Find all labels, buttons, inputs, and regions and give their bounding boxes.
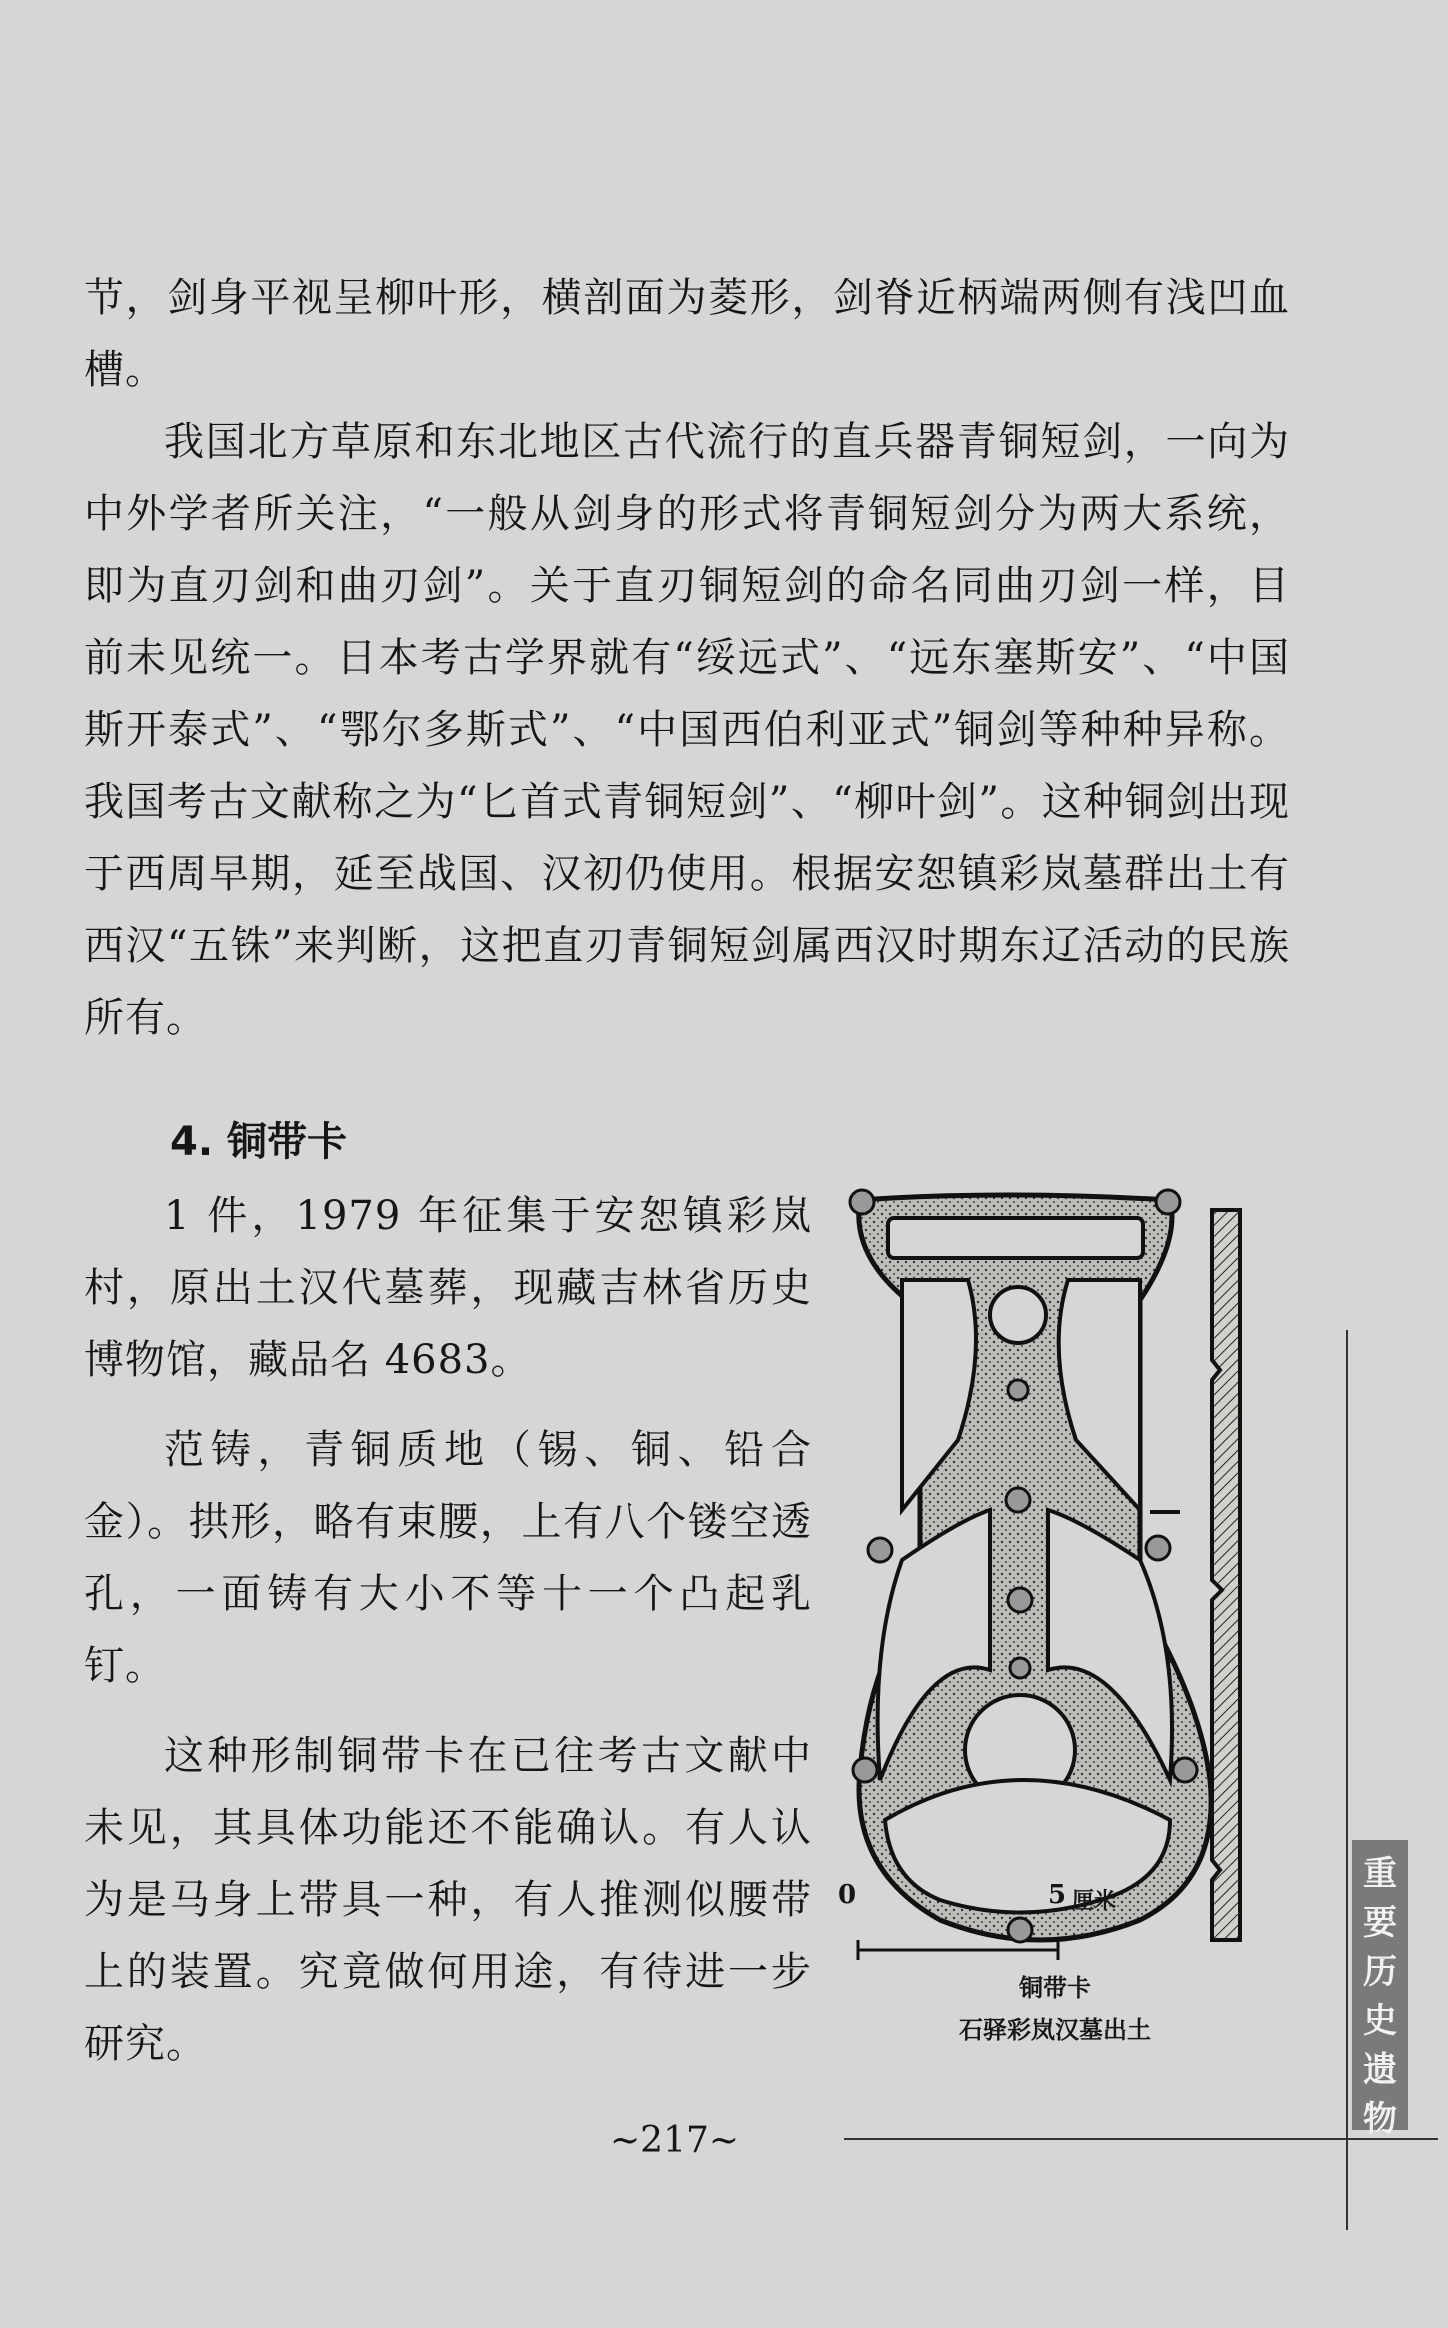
figure-caption-title: 铜带卡	[1019, 1974, 1091, 2002]
scale-unit: 厘米	[1072, 1888, 1117, 1914]
page-number: ~217~	[610, 2120, 740, 2161]
paragraph-5: 这种形制铜带卡在已往考古文献中未见，其具体功能还不能确认。有人认为是马身上带具一种，有人推测似腰带上的装置。究竟做何用途，有待进一步研究。	[84, 1733, 812, 2067]
chapter-side-tab	[1352, 1840, 1408, 2139]
paragraph-2: 我国北方草原和东北地区古代流行的直兵器青铜短剑，一向为中外学者所关注，“一般从剑身的形式将青铜短剑分为两大系统，即为直刃剑和曲刃剑”。关于直刃铜短剑的命名同曲刃剑一样，目前未见统一。日本考古学界就有“绥远式”、“远东塞斯安”、“中国斯开泰式”、“鄂尔多斯式”、“中国西伯利亚式”铜剑等种种异称。我国考古文献称之为“匕首式青铜短剑”、“柳叶剑”。这种铜剑出现于西周早期，延至战国、汉初仍使用。根据安恕镇彩岚墓群出土有西汉“五铢”来判断，这把直刃青铜短剑属西汉时期东辽活动的民族所有。	[84, 419, 1290, 1041]
paragraph-3: 1 件，1979 年征集于安恕镇彩岚村，原出土汉代墓葬，现藏吉林省历史博物馆，藏品名 4683。	[84, 1193, 812, 1383]
figure-caption-sub: 石驿彩岚汉墓出土	[959, 2016, 1151, 2044]
section-title: 4. 铜带卡	[170, 1119, 347, 1165]
side-tab-char: 史	[1363, 2001, 1397, 2041]
side-tab-char: 物	[1363, 2099, 1397, 2139]
body-text-section	[84, 1180, 812, 2098]
scale-five: 5	[1048, 1880, 1067, 1910]
paragraph-4: 范铸，青铜质地（锡、铜、铅合金）。拱形，略有束腰，上有八个镂空透孔，一面铸有大小不等十一个凸起乳钉。	[84, 1427, 812, 1689]
side-tab-char: 要	[1363, 1903, 1397, 1943]
scale-zero: 0	[838, 1880, 857, 1910]
belt-buckle-drawing	[840, 1180, 1260, 2060]
footer-rule	[844, 2138, 1438, 2140]
side-tab-char: 历	[1363, 1952, 1397, 1992]
margin-rule	[1346, 1330, 1348, 2230]
side-tab-char: 重	[1363, 1854, 1397, 1894]
body-text-top	[84, 262, 1290, 1054]
side-tab-char: 遗	[1363, 2050, 1397, 2090]
paragraph-1: 节，剑身平视呈柳叶形，横剖面为菱形，剑脊近柄端两侧有浅凹血槽。	[84, 275, 1290, 393]
